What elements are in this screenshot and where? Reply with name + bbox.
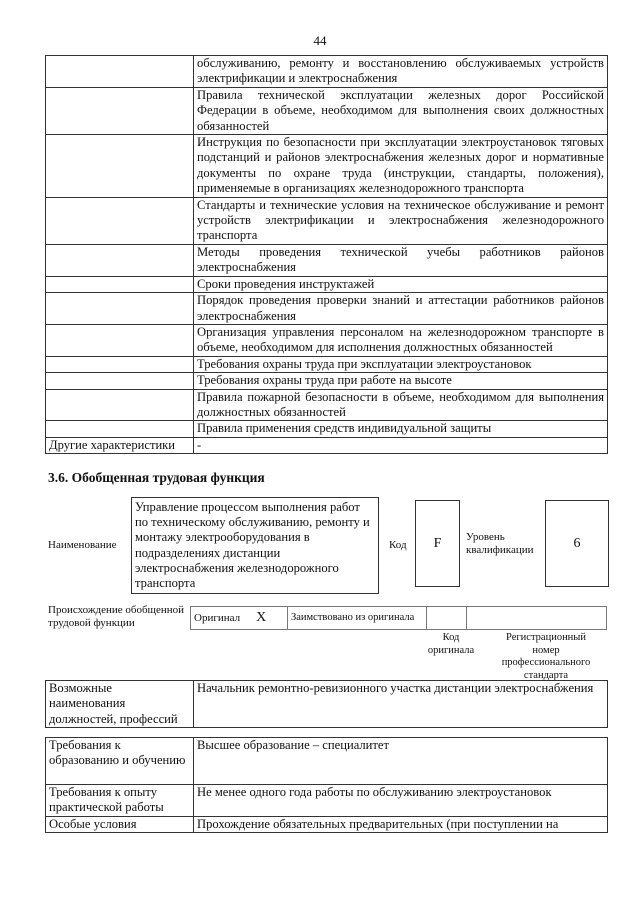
table-row — [46, 276, 608, 292]
empty-label-cell — [46, 356, 194, 372]
section-title: 3.6. Обобщенная трудовая функция — [48, 470, 265, 485]
empty-label-cell — [46, 373, 194, 389]
original-label: Оригинал — [194, 611, 241, 624]
other-value: - — [194, 437, 608, 453]
knowledge-table — [45, 55, 608, 454]
knowledge-item: Порядок проведения проверки знаний и аттестации работников районов электроснабжения — [194, 293, 608, 325]
req-label: Требования к опыту практической работы — [46, 785, 194, 817]
knowledge-item: Сроки проведения инструктажей — [194, 276, 608, 292]
empty-label-cell — [46, 276, 194, 292]
knowledge-item: Требования охраны труда при эксплуатации электроустановок — [194, 356, 608, 372]
requirements-table — [45, 737, 608, 833]
empty-label-cell — [46, 87, 194, 134]
reg-number-cell — [467, 607, 607, 630]
empty-label-cell — [46, 421, 194, 437]
code-value: F — [415, 500, 460, 587]
req-value: Не менее одного года работы по обслуживанию электроустановок — [194, 785, 608, 817]
positions-value: Начальник ремонтно-ревизионного участка дистанции электроснабжения — [194, 681, 608, 728]
req-value: Высшее образование – специалитет — [194, 738, 608, 785]
origin-table — [190, 606, 607, 630]
table-row — [46, 421, 608, 437]
function-name: Управление процессом выполнения работ по техническому обслуживанию, ремонту и монтажу электрооборудования в подразделениях дистанции электроснабжения железнодорожного транспорта — [131, 497, 379, 594]
borrowed-label: Заимствовано из оригинала — [288, 607, 427, 630]
page-number: 44 — [313, 33, 327, 48]
level-value: 6 — [545, 500, 609, 587]
origin-label: Происхождение обобщенной трудовой функции — [48, 604, 185, 629]
table-row — [46, 135, 608, 198]
empty-label-cell — [46, 244, 194, 276]
empty-label-cell — [46, 135, 194, 198]
original-code-cell — [427, 607, 467, 630]
table-row — [46, 389, 608, 421]
knowledge-item: Стандарты и технические условия на техническое обслуживание и ремонт устройств электрификации и электроснабжения железнодорожного транспорта — [194, 197, 608, 244]
table-row — [46, 56, 608, 88]
name-label: Наименование — [48, 539, 117, 551]
knowledge-item: Требования охраны труда при работе на высоте — [194, 373, 608, 389]
knowledge-item: Правила технической эксплуатации железных дорог Российской Федерации в объеме, необходимом для выполнения своих должностных обязанностей — [194, 87, 608, 134]
table-row — [46, 244, 608, 276]
code-label: Код — [389, 539, 407, 551]
knowledge-item: Правила пожарной безопасности в объеме, необходимом для выполнения должностных обязанностей — [194, 389, 608, 421]
empty-label-cell — [46, 324, 194, 356]
level-label: Уровень квалификации — [466, 531, 534, 556]
positions-table — [45, 680, 608, 728]
knowledge-item: обслуживанию, ремонту и восстановлению обслуживаемых устройств электрификации и электроснабжения — [194, 56, 608, 88]
code-caption: Код оригинала — [427, 632, 475, 656]
req-label: Особые условия — [46, 816, 194, 832]
knowledge-item: Инструкция по безопасности при эксплуатации электроустановок тяговых подстанций и районов электроснабжения железных дорог и нормативные документы по охране труда (инструкции, стандарты, положения), применяемые в организациях железнодорожного транспорта — [194, 135, 608, 198]
table-row — [46, 373, 608, 389]
knowledge-item: Организация управления персоналом на железнодорожном транспорте в объеме, необходимом для исполнения должностных обязанностей — [194, 324, 608, 356]
req-label: Требования к образованию и обучению — [46, 738, 194, 785]
table-row — [46, 87, 608, 134]
empty-label-cell — [46, 56, 194, 88]
table-row — [46, 197, 608, 244]
empty-label-cell — [46, 389, 194, 421]
knowledge-item: Методы проведения технической учебы работников районов электроснабжения — [194, 244, 608, 276]
empty-label-cell — [46, 197, 194, 244]
original-mark: X — [256, 609, 267, 625]
knowledge-item: Правила применения средств индивидуальной защиты — [194, 421, 608, 437]
positions-label: Возможные наименования должностей, профессий — [46, 681, 194, 728]
table-row — [46, 356, 608, 372]
other-label: Другие характеристики — [46, 437, 194, 453]
empty-label-cell — [46, 293, 194, 325]
reg-caption: Регистрационный номер профессионального стандарта — [501, 632, 591, 681]
table-row — [46, 293, 608, 325]
req-value: Прохождение обязательных предварительных (при поступлении на — [194, 816, 608, 832]
table-row — [46, 324, 608, 356]
table-row — [46, 437, 608, 453]
